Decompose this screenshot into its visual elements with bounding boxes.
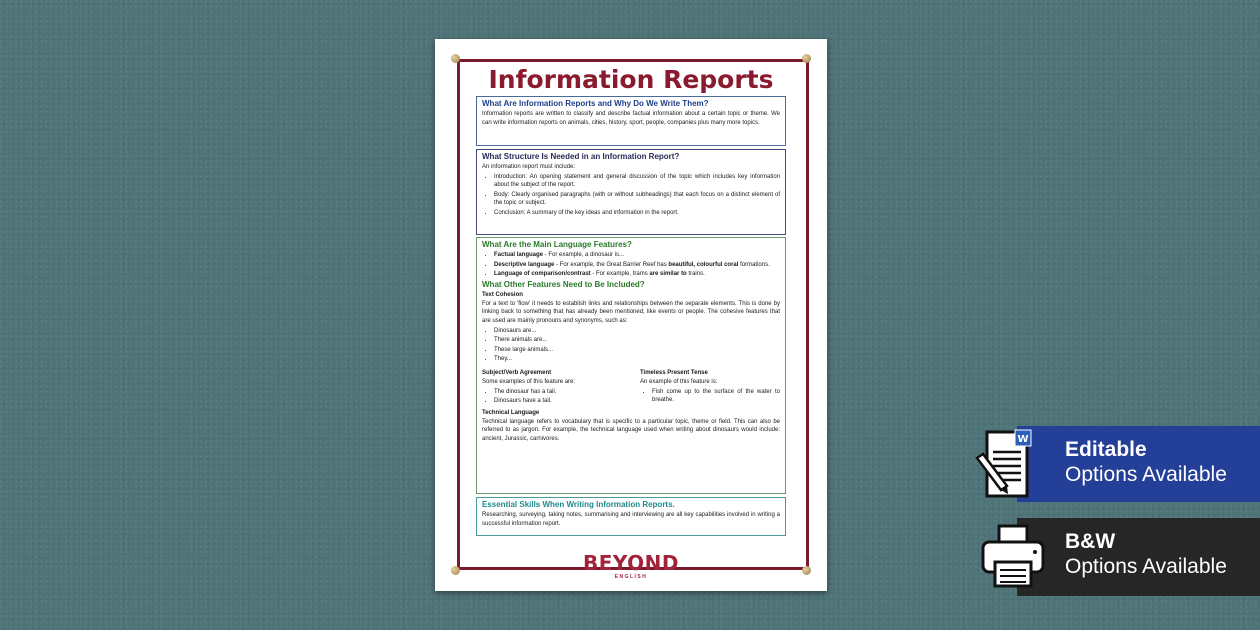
section-heading: Essential Skills When Writing Information Reports.	[482, 500, 675, 509]
section-heading: What Other Features Need to Be Included?	[482, 279, 645, 289]
section-intro: An information report must include:	[482, 164, 576, 170]
list-item: • Descriptive language - For example, the Great Barrier Reef has beautiful, colourful coral formations.	[494, 261, 780, 270]
subheading: Text Cohesion	[482, 291, 523, 298]
beyond-logo: BEYOND	[582, 551, 680, 575]
subheading: Timeless Present Tense	[640, 369, 708, 376]
pin-icon	[451, 54, 460, 63]
list-item: • Language of comparison/contrast - For example, trams are similar to trains.	[494, 270, 780, 279]
svg-text:W: W	[1017, 434, 1029, 445]
column-agreement	[482, 367, 622, 407]
list-item: • They...	[494, 355, 780, 364]
subheading: Subject/Verb Agreement	[482, 369, 552, 376]
list-item: • There animals are...	[494, 336, 780, 345]
section-heading: What Are the Main Language Features?	[482, 240, 632, 249]
column-tense	[640, 367, 780, 407]
section-text: Technical language refers to vocabulary that is specific to a particular topic, theme or field. This can also be referred to as jargon. For example, the technical language used when writing about dinosaurs would include: ancient, Jurassic, carnivores.	[482, 418, 780, 442]
structure-list	[482, 173, 780, 218]
section-text: Researching, surveying, taking notes, summarising and interviewing are all key capabilities involved in writing a successful information report.	[482, 512, 780, 527]
list-item: • Dinosaurs are...	[494, 327, 780, 336]
bw-badge[interactable]	[1017, 518, 1260, 596]
two-columns	[482, 367, 780, 407]
printer-icon	[973, 520, 1053, 594]
list-item: • Dinosaurs have a tail.	[494, 397, 622, 406]
section-structure	[476, 149, 786, 235]
list-item: • The dinosaur has a tail.	[494, 388, 622, 397]
editable-badge[interactable]	[1017, 426, 1260, 502]
list-item: • Fish come up to the surface of the water to breathe.	[652, 388, 780, 405]
list-item: • Conclusion: A summary of the key ideas and information in the report.	[494, 209, 780, 218]
agreement-list	[482, 388, 622, 406]
badge-title: Editable	[1065, 438, 1147, 461]
pin-icon	[802, 54, 811, 63]
word-document-icon	[973, 428, 1053, 502]
section-heading: What Structure Is Needed in an Information Report?	[482, 152, 680, 161]
feature-list	[482, 251, 780, 279]
section-text: Information reports are written to classify and describe factual information about a certain topic or theme. We can write information reports on animals, cities, history, sport, people, companies plus many more topics.	[482, 111, 780, 126]
subheading: Technical Language	[482, 409, 540, 416]
tense-list	[640, 388, 780, 405]
list-item: • Factual language - For example, a dinosaur is...	[494, 251, 780, 260]
list-item: • These large animals...	[494, 346, 780, 355]
cohesion-list	[482, 327, 780, 364]
section-text: Some examples of this feature are:	[482, 378, 576, 385]
badge-title: B&W	[1065, 530, 1116, 553]
section-text: An example of this feature is:	[640, 378, 718, 385]
section-language	[476, 237, 786, 494]
section-text: For a text to 'flow' it needs to establish links and relationships between the separate elements. This is done by linking back to something that has already been mentioned, like events or people. The cohesive features that are used are mainly pronouns and synonyms, such as:	[482, 300, 780, 324]
list-item: • Body: Clearly organised paragraphs (with or without subheadings) that each focus on a distinct element of the topic or subject.	[494, 191, 780, 208]
poster	[435, 39, 827, 591]
section-skills	[476, 497, 786, 536]
poster-title: Information Reports	[488, 65, 774, 94]
list-item: • Introduction: An opening statement and general discussion of the topic which includes key information about the subject of the report.	[494, 173, 780, 190]
badge-subtitle: Options Available	[1065, 555, 1227, 578]
badge-subtitle: Options Available	[1065, 463, 1227, 486]
section-heading: What Are Information Reports and Why Do We Write Them?	[482, 99, 709, 108]
beyond-logo-sub: ENGLISH	[614, 574, 648, 580]
section-purpose	[476, 96, 786, 146]
